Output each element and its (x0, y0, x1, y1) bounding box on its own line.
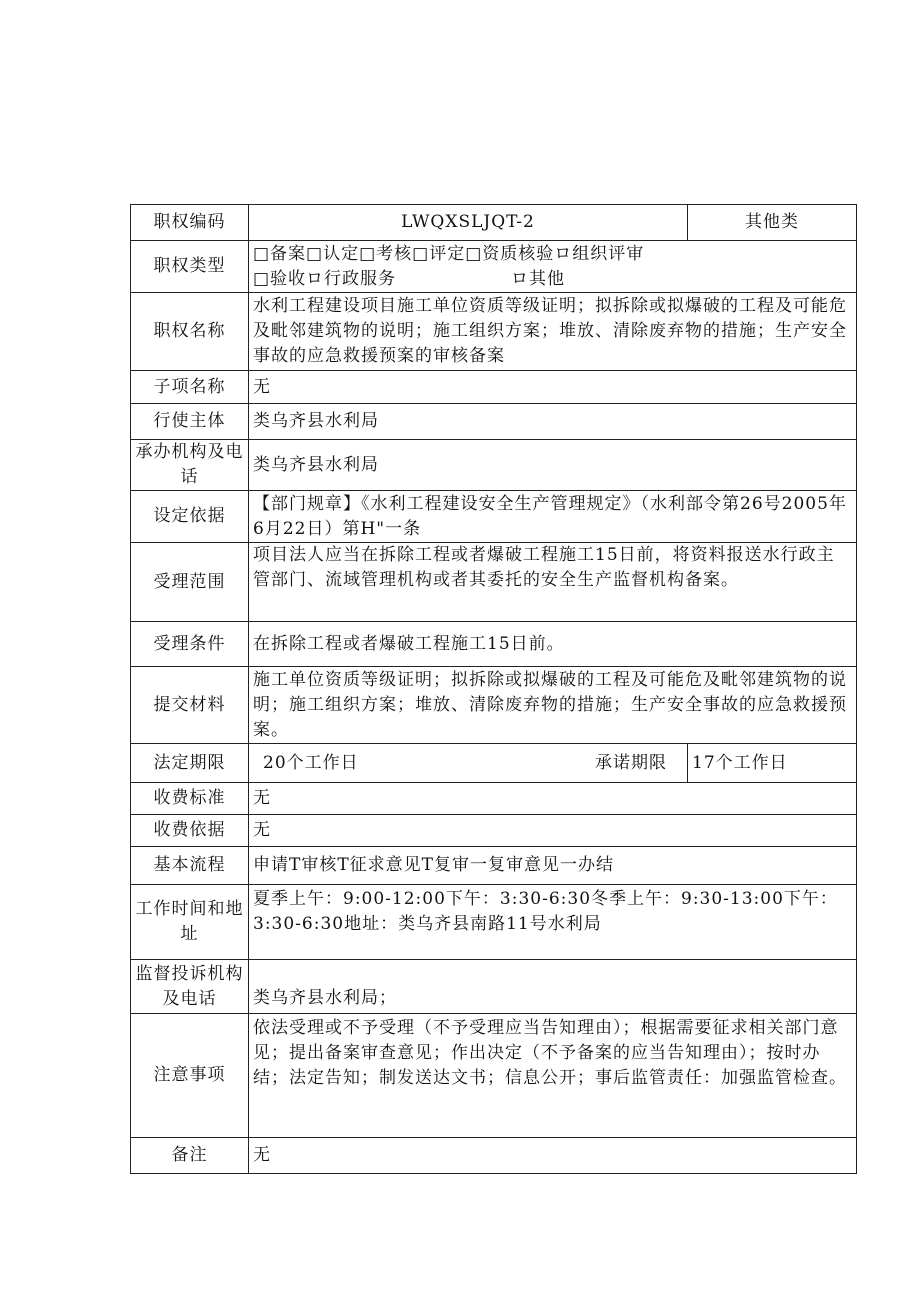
agency-label: 承办机构及电话 (131, 440, 249, 491)
category-value: 其他类 (688, 205, 857, 241)
type-options-line2a: □验收ロ行政服务 (253, 268, 397, 289)
subitem-value: 无 (249, 371, 857, 404)
type-options-line1: □备案□认定□考核□评定□资质核验ロ组织评审 (253, 243, 645, 264)
name-label: 职权名称 (131, 293, 249, 371)
promise-value: 17个工作日 (688, 744, 857, 783)
process-label: 基本流程 (131, 847, 249, 885)
code-label: 职权编码 (131, 205, 249, 241)
materials-value: 施工单位资质等级证明；拟拆除或拟爆破的工程及可能危及毗邻建筑物的说明；施工组织方案；堆放、清除废弃物的措施；生产安全事故的应急救援预案。 (249, 667, 857, 744)
subject-label: 行使主体 (131, 404, 249, 440)
deadline-value: 20个工作日 (263, 752, 359, 773)
worktime-label: 工作时间和地址 (131, 885, 249, 960)
code-value: LWQXSLJQT-2 (249, 205, 688, 241)
deadline-label: 法定期限 (131, 744, 249, 783)
subitem-label: 子项名称 (131, 371, 249, 404)
materials-label: 提交材料 (131, 667, 249, 744)
notes-label: 注意事项 (131, 1014, 249, 1138)
fee-basis-value: 无 (249, 815, 857, 847)
name-value: 水利工程建设项目施工单位资质等级证明；拟拆除或拟爆破的工程及可能危及毗邻建筑物的说明；施工组织方案；堆放、清除废弃物的措施；生产安全事故的应急救援预案的审核备案 (249, 293, 857, 371)
promise-label: 承诺期限 (595, 752, 667, 773)
fee-std-label: 收费标准 (131, 783, 249, 815)
type-label: 职权类型 (131, 241, 249, 293)
remark-label: 备注 (131, 1138, 249, 1174)
conditions-label: 受理条件 (131, 622, 249, 667)
remark-value: 无 (249, 1138, 857, 1174)
scope-label: 受理范围 (131, 543, 249, 622)
type-options-line2b: ロ其他 (511, 268, 565, 289)
conditions-value: 在拆除工程或者爆破工程施工15日前。 (249, 622, 857, 667)
subject-value: 类乌齐县水利局 (249, 404, 857, 440)
complaint-value: 类乌齐县水利局； (249, 960, 857, 1014)
type-options (249, 241, 857, 293)
authority-table (130, 204, 857, 1174)
complaint-label: 监督投诉机构及电话 (131, 960, 249, 1014)
agency-value: 类乌齐县水利局 (249, 440, 857, 491)
basis-label: 设定依据 (131, 491, 249, 543)
fee-basis-label: 收费依据 (131, 815, 249, 847)
basis-value: 【部门规章】《水利工程建设安全生产管理规定》（水利部令第26号2005年6月22日）第H"一条 (249, 491, 857, 543)
deadline-cell (249, 744, 688, 783)
worktime-value: 夏季上午：9:00-12:00下午：3:30-6:30冬季上午：9:30-13:00下午：3:30-6:30地址：类乌齐县南路11号水利局 (249, 885, 857, 960)
notes-value: 依法受理或不予受理（不予受理应当告知理由）；根据需要征求相关部门意见；提出备案审查意见；作出决定（不予备案的应当告知理由）；按时办结；法定告知；制发送达文书；信息公开；事后监管责任：加强监管检查。 (249, 1014, 857, 1138)
process-value: 申请T审核T征求意见T复审一复审意见一办结 (249, 847, 857, 885)
fee-std-value: 无 (249, 783, 857, 815)
scope-value: 项目法人应当在拆除工程或者爆破工程施工15日前，将资料报送水行政主管部门、流域管理机构或者其委托的安全生产监督机构备案。 (249, 543, 857, 622)
